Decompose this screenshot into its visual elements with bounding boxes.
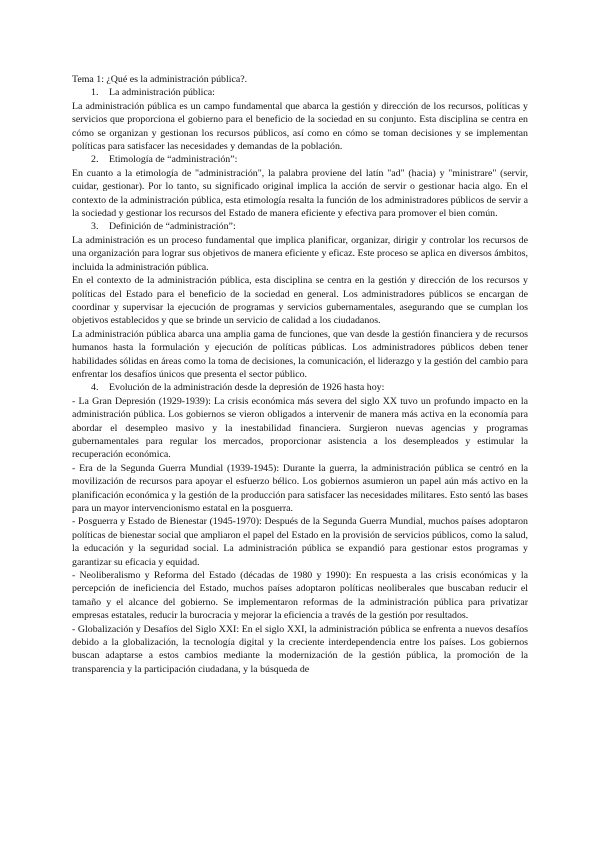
section-number: 1. <box>91 87 99 99</box>
paragraph-4-4: - Neoliberalismo y Reforma del Estado (décadas de 1980 y 1990): En respuesta a las crisis económicas y la percepción de ineficiencia del Estado, muchos países adoptaron políticas neoliberales que buscaban reducir el tamaño y el alcance del gobierno. Se implementaron reformas de la administración pública para privatizar empresas estatales, reducir la burocracia y mejorar la eficiencia a través de la gestión por resultados. <box>72 570 528 622</box>
paragraph-3-3: La administración pública abarca una amplia gama de funciones, que van desde la gestión financiera y de recursos humanos hasta la formulación y ejecución de políticas públicas. Los administradores públicos deben tener habilidades sólidas en áreas como la toma de decisiones, la comunicación, el liderazgo y la gestión del cambio para enfrentar los desafíos únicos que presenta el sector público. <box>72 328 528 380</box>
section-heading-1 <box>72 86 528 99</box>
section-heading-4 <box>72 381 528 394</box>
paragraph-3-2: En el contexto de la administración pública, esta disciplina se centra en la gestión y dirección de los recursos y políticas del Estado para el beneficio de la sociedad en general. Los administradores públicos se encargan de coordinar y supervisar la ejecución de programas y servicios gubernamentales, asegurando que se cumplan los objetivos establecidos y que se brinde un servicio de calidad a los ciudadanos. <box>72 275 528 327</box>
paragraph-4-3: - Posguerra y Estado de Bienestar (1945-1970): Después de la Segunda Guerra Mundial, muchos países adoptaron políticas de bienestar social que ampliaron el papel del Estado en la provisión de servicios públicos, como la salud, la educación y la seguridad social. La administración pública se expandió para gestionar estos programas y garantizar su eficacia y equidad. <box>72 516 528 568</box>
paragraph-4-2: - Era de la Segunda Guerra Mundial (1939-1945): Durante la guerra, la administración pública se centró en la movilización de recursos para apoyar el esfuerzo bélico. Los gobiernos asumieron un papel aún más activo en la planificación económica y la gestión de la producción para satisfacer las necesidades militares. Esto sentó las bases para un mayor intervencionismo estatal en la posguerra. <box>72 462 528 514</box>
section-heading-3 <box>72 220 528 233</box>
section-heading-text: Etimología de “administración”: <box>109 154 238 166</box>
section-number: 3. <box>91 221 99 233</box>
section-heading-text: Definición de “administración”: <box>109 221 236 233</box>
section-heading-text: La administración pública: <box>109 87 215 99</box>
section-number: 4. <box>91 382 99 394</box>
paragraph-3-1: La administración es un proceso fundamental que implica planificar, organizar, dirigir y controlar los recursos de una organización para lograr sus objetivos de manera eficiente y eficaz. Este proceso se aplica en diversos ámbitos, incluida la administración pública. <box>72 234 528 273</box>
section-heading-2 <box>72 153 528 166</box>
section-number: 2. <box>91 154 99 166</box>
paragraph-4-1: - La Gran Depresión (1929-1939): La crisis económica más severa del siglo XX tuvo un profundo impacto en la administración pública. Los gobiernos se vieron obligados a intervenir de manera más activa en la economía para abordar el desempleo masivo y la inestabilidad financiera. Surgieron nuevas agencias y programas gubernamentales para regular los mercados, proporcionar asistencia a los desempleados y estimular la recuperación económica. <box>72 395 528 461</box>
document-page <box>72 73 528 676</box>
paragraph-2-1: En cuanto a la etimología de "administración", la palabra proviene del latín "ad" (hacia) y "ministrare" (servir, cuidar, gestionar). Por lo tanto, su significado original implica la acción de servir o gestionar hacia algo. En el contexto de la administración pública, esta etimología resalta la función de los administradores públicos de servir a la sociedad y gestionar los recursos del Estado de manera eficiente y efectiva para promover el bien común. <box>72 167 528 220</box>
paragraph-4-5: - Globalización y Desafíos del Siglo XXI: En el siglo XXI, la administración pública se enfrenta a nuevos desafíos debido a la globalización, la tecnología digital y la creciente interdependencia entre los países. Los gobiernos buscan adaptarse a estos cambios mediante la modernización de la gestión pública, la promoción de la transparencia y la participación ciudadana, y la búsqueda de <box>72 623 528 675</box>
document-title: Tema 1: ¿Qué es la administración pública?. <box>72 74 248 85</box>
section-heading-text: Evolución de la administración desde la depresión de 1926 hasta hoy: <box>109 382 385 394</box>
paragraph-1-1: La administración pública es un campo fundamental que abarca la gestión y dirección de los recursos, políticas y servicios que proporciona el gobierno para el beneficio de la sociedad en su conjunto. Esta disciplina se centra en cómo se organizan y gestionan los recursos públicos, así como en cómo se toman decisiones y se implementan políticas para satisfacer las necesidades y demandas de la población. <box>72 100 528 153</box>
